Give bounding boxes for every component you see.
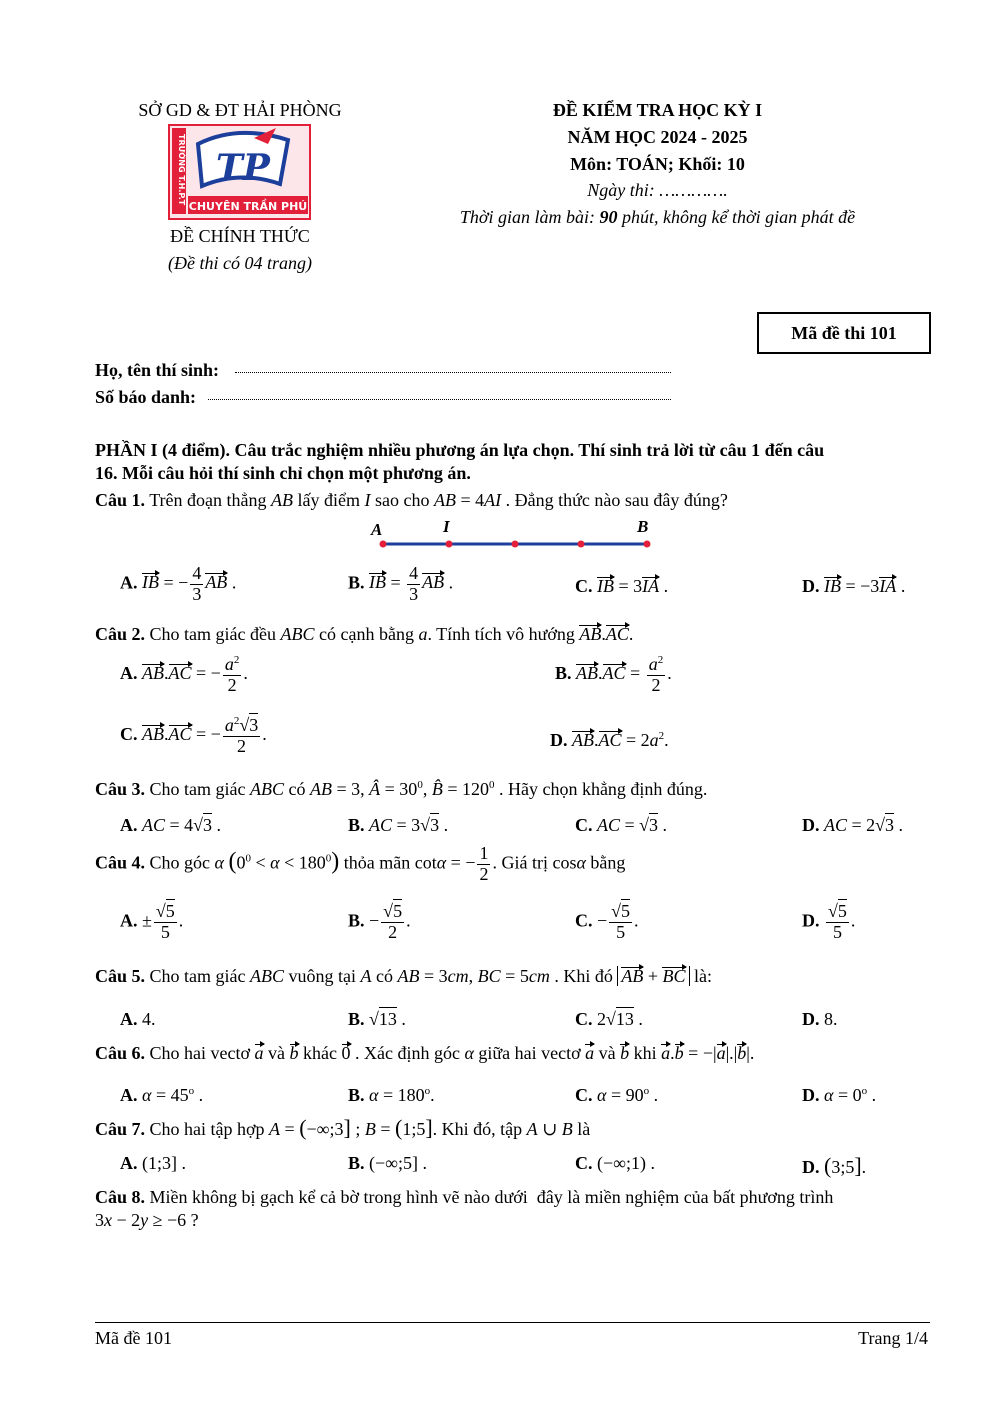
footer-divider [95,1322,930,1323]
question-1: Câu 1. Trên đoạn thẳng AB lấy điểm I sao cho AB = 4AI . Đẳng thức nào sau đây đúng? [95,490,728,510]
q6-option-d[interactable]: D. $\alpha = 0^o$ . [802,1085,877,1105]
exam-date: Ngày thi: …………. [587,180,728,200]
svg-text:TP: TP [216,147,270,189]
svg-text:A: A [371,520,383,539]
q7-option-b[interactable]: B. (−∞;5] . [348,1153,427,1173]
svg-text:TRƯỜNG T.H.P.T: TRƯỜNG T.H.P.T [177,134,186,206]
q2-option-c[interactable]: C. AB.AC = − $\frac{a^2√3}{2}$ . [120,715,267,756]
q5-option-a[interactable]: A. 4. [120,1009,156,1029]
q4-option-c[interactable]: C. − $\frac{√5}{5}$ . [575,901,639,942]
q1-option-d[interactable]: D. IB = −3IA . [802,576,906,596]
question-8-continued: 3x − 2y ≥ −6 ? [95,1210,199,1230]
exam-title: ĐỀ KIỂM TRA HỌC KỲ I [552,100,763,120]
exam-code-box: Mã đề thi 101 [757,312,931,354]
q7-option-d[interactable]: D. (3;5]. [802,1153,867,1178]
question-4: Câu 4. Cho góc α $(0^0 < \alpha < 180^0)$ thỏa mãn cotα = − $\frac{1}{2}$ . Giá trị cosα bằng [95,843,626,884]
q6-option-a[interactable]: A. $\alpha = 45^o$ . [120,1085,204,1105]
part1-instructions-line1: PHẦN I (4 điểm). Câu trắc nghiệm nhiều phương án lựa chọn. Thí sinh trả lời từ câu 1 đến câu [95,440,825,460]
student-name-field[interactable] [235,372,671,373]
q7-option-a[interactable]: A. (1;3] . [120,1153,186,1173]
q6-option-b[interactable]: B. $\alpha = 180^o$. [348,1085,435,1105]
svg-text:I: I [443,517,450,536]
question-5: Câu 5. Cho tam giác ABC vuông tại A có AB = 3cm, BC = 5cm . Khi đó AB + BC là: [95,966,712,986]
q2-option-d[interactable]: D. $AB.AC = 2a^2$. [550,730,669,750]
student-id-field[interactable] [208,399,671,400]
q4-option-a[interactable]: A. ± $\frac{√5}{5}$ . [120,901,184,942]
segment-figure [365,515,665,555]
q2-option-a[interactable]: A. AB.AC = − $\frac{a^2}{2}$ . [120,654,248,695]
q1-option-a[interactable]: A. IB = − $\frac{4}{3}$ AB . [120,563,237,604]
footer-page-number: Trang 1/4 [858,1328,928,1348]
part1-instructions-line2: 16. Mỗi câu hỏi thí sinh chỉ chọn một phương án. [95,463,471,483]
svg-text:B: B [637,517,649,536]
pages-note: (Đề thi có 04 trang) [168,253,312,273]
question-6: Câu 6. Cho hai vectơ a và b khác 0 . Xác định góc α giữa hai vectơ a và b khi a.b = −|a|.|b|. [95,1043,755,1063]
q5-option-c[interactable]: C. 2√13 . [575,1009,643,1029]
official-label: ĐỀ CHÍNH THỨC [170,226,310,246]
svg-text:CHUYÊN TRẦN PHÚ: CHUYÊN TRẦN PHÚ [188,200,308,213]
school-year: NĂM HỌC 2024 - 2025 [567,127,748,147]
question-2: Câu 2. Cho tam giác đều ABC có cạnh bằng a. Tính tích vô hướng AB.AC. [95,624,634,644]
time-limit: Thời gian làm bài: 90 phút, không kể thời gian phát đề [459,207,856,227]
q3-option-c[interactable]: C. AC = √3 . [575,815,668,835]
student-id-label: Số báo danh: [95,387,197,407]
q4-option-d[interactable]: D. $\frac{√5}{5}$ . [802,901,856,942]
q2-option-b[interactable]: B. AB.AC = $\frac{a^2}{2}$ . [555,654,672,695]
subject-line: Môn: TOÁN; Khối: 10 [570,154,745,174]
q5-option-d[interactable]: D. 8. [802,1009,838,1029]
q5-option-b[interactable]: B. √13 . [348,1009,406,1029]
student-name-label: Họ, tên thí sinh: [95,360,220,380]
question-8: Câu 8. Miền không bị gạch kể cả bờ trong hình vẽ nào dưới đây là miền nghiệm của bất phương trình [95,1187,834,1207]
department-name: SỞ GD & ĐT HẢI PHÒNG [138,100,342,120]
question-3: Câu 3. Cho tam giác ABC có AB = 3, Â = $30^0$, B̂ = $120^0$ . Hãy chọn khẳng định đúng. [95,779,708,799]
q3-option-d[interactable]: D. AC = 2√3 . [802,815,904,835]
footer-exam-code: Mã đề 101 [95,1328,172,1348]
q1-option-c[interactable]: C. IB = 3IA . [575,576,669,596]
school-logo [168,124,311,220]
question-7: Câu 7. Cho hai tập hợp A = (−∞;3] ; B = (1;5]. Khi đó, tập A ∪ B là [95,1115,591,1140]
q1-option-b[interactable]: B. IB = $\frac{4}{3}$ AB . [348,563,454,604]
q6-option-c[interactable]: C. $\alpha = 90^o$ . [575,1085,659,1105]
q3-option-a[interactable]: A. AC = 4√3 . [120,815,222,835]
q7-option-c[interactable]: C. (−∞;1) . [575,1153,655,1173]
q4-option-b[interactable]: B. − $\frac{√5}{2}$ . [348,901,411,942]
q3-option-b[interactable]: B. AC = 3√3 . [348,815,449,835]
